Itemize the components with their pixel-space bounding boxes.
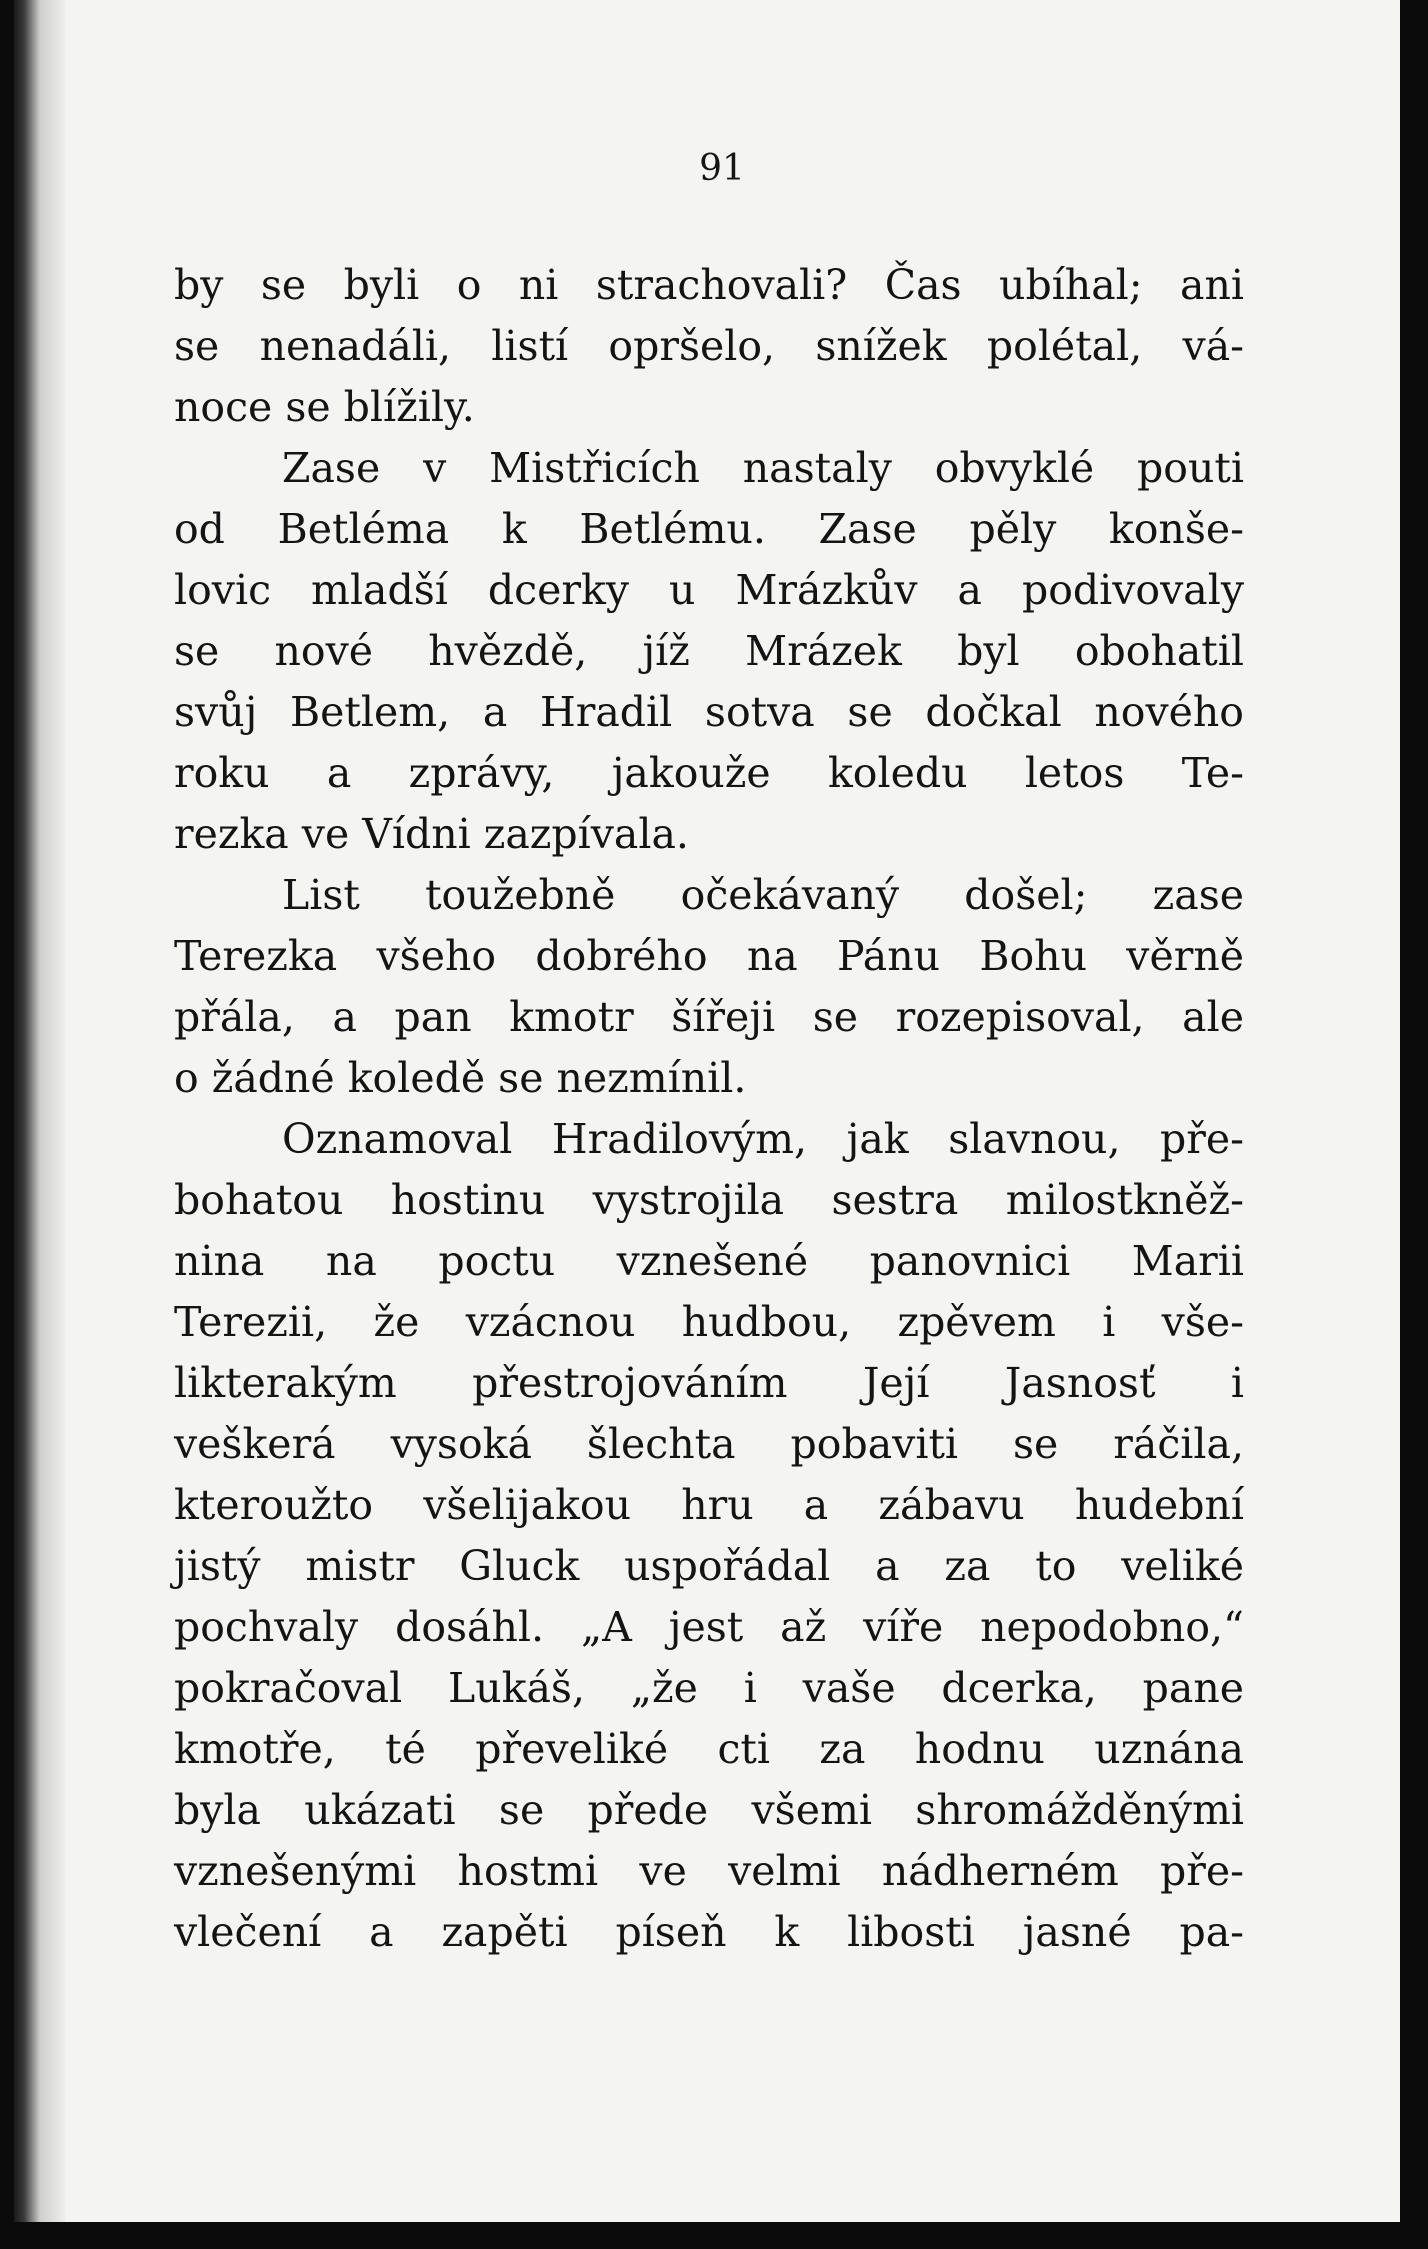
- text-line: List toužebně očekávaný došel; zase: [282, 871, 1244, 919]
- text-line: jistý mistr Gluck uspořádal a za to veliké: [174, 1542, 1244, 1590]
- text-line: lovic mladší dcerky u Mrázkův a podivovaly: [174, 566, 1244, 614]
- page-number: 91: [699, 148, 745, 189]
- text-line: Terezii, že vzácnou hudbou, zpěvem i vše-: [174, 1298, 1244, 1346]
- text-line: bohatou hostinu vystrojila sestra milostkněž-: [174, 1176, 1244, 1224]
- text-line: o žádné koledě se nezmínil.: [174, 1054, 747, 1102]
- text-line: vlečení a zapěti píseň k libosti jasné pa-: [174, 1908, 1244, 1956]
- text-line: od Betléma k Betlému. Zase pěly konše-: [174, 505, 1244, 553]
- text-line: roku a zprávy, jakouže koledu letos Te-: [174, 749, 1244, 797]
- body-text: [174, 255, 1244, 1963]
- text-line: vznešenými hostmi ve velmi nádherném pře-: [174, 1847, 1244, 1895]
- text-line: pokračoval Lukáš, „že i vaše dcerka, pane: [174, 1664, 1244, 1712]
- text-line: Zase v Mistřicích nastaly obvyklé pouti: [282, 444, 1244, 492]
- text-line: se nové hvězdě, jíž Mrázek byl obohatil: [174, 627, 1244, 675]
- book-page: [14, 0, 1400, 2222]
- text-line: svůj Betlem, a Hradil sotva se dočkal nového: [174, 688, 1244, 736]
- text-line: veškerá vysoká šlechta pobaviti se ráčila,: [174, 1420, 1244, 1468]
- book-spine-shadow: [14, 0, 66, 2222]
- text-line: byla ukázati se přede všemi shromážděnými: [174, 1786, 1244, 1834]
- text-line: rezka ve Vídni zazpívala.: [174, 810, 689, 858]
- text-line: přála, a pan kmotr šířeji se rozepisoval, ale: [174, 993, 1244, 1041]
- scan-border: [0, 2222, 1428, 2249]
- text-line: likterakým přestrojováním Její Jasnosť i: [174, 1359, 1244, 1407]
- text-line: pochvaly dosáhl. „A jest až víře nepodobno,“: [174, 1603, 1244, 1651]
- text-line: noce se blížily.: [174, 383, 475, 431]
- text-line: by se byli o ni strachovali? Čas ubíhal; ani: [174, 261, 1244, 309]
- text-line: Terezka všeho dobrého na Pánu Bohu věrně: [174, 932, 1244, 980]
- text-line: kmotře, té převeliké cti za hodnu uznána: [174, 1725, 1244, 1773]
- text-line: Oznamoval Hradilovým, jak slavnou, pře-: [282, 1115, 1244, 1163]
- text-line: se nenadáli, listí opršelo, snížek polétal, vá-: [174, 322, 1244, 370]
- text-line: kteroužto všelijakou hru a zábavu hudební: [174, 1481, 1244, 1529]
- text-line: nina na poctu vznešené panovnici Marii: [174, 1237, 1244, 1285]
